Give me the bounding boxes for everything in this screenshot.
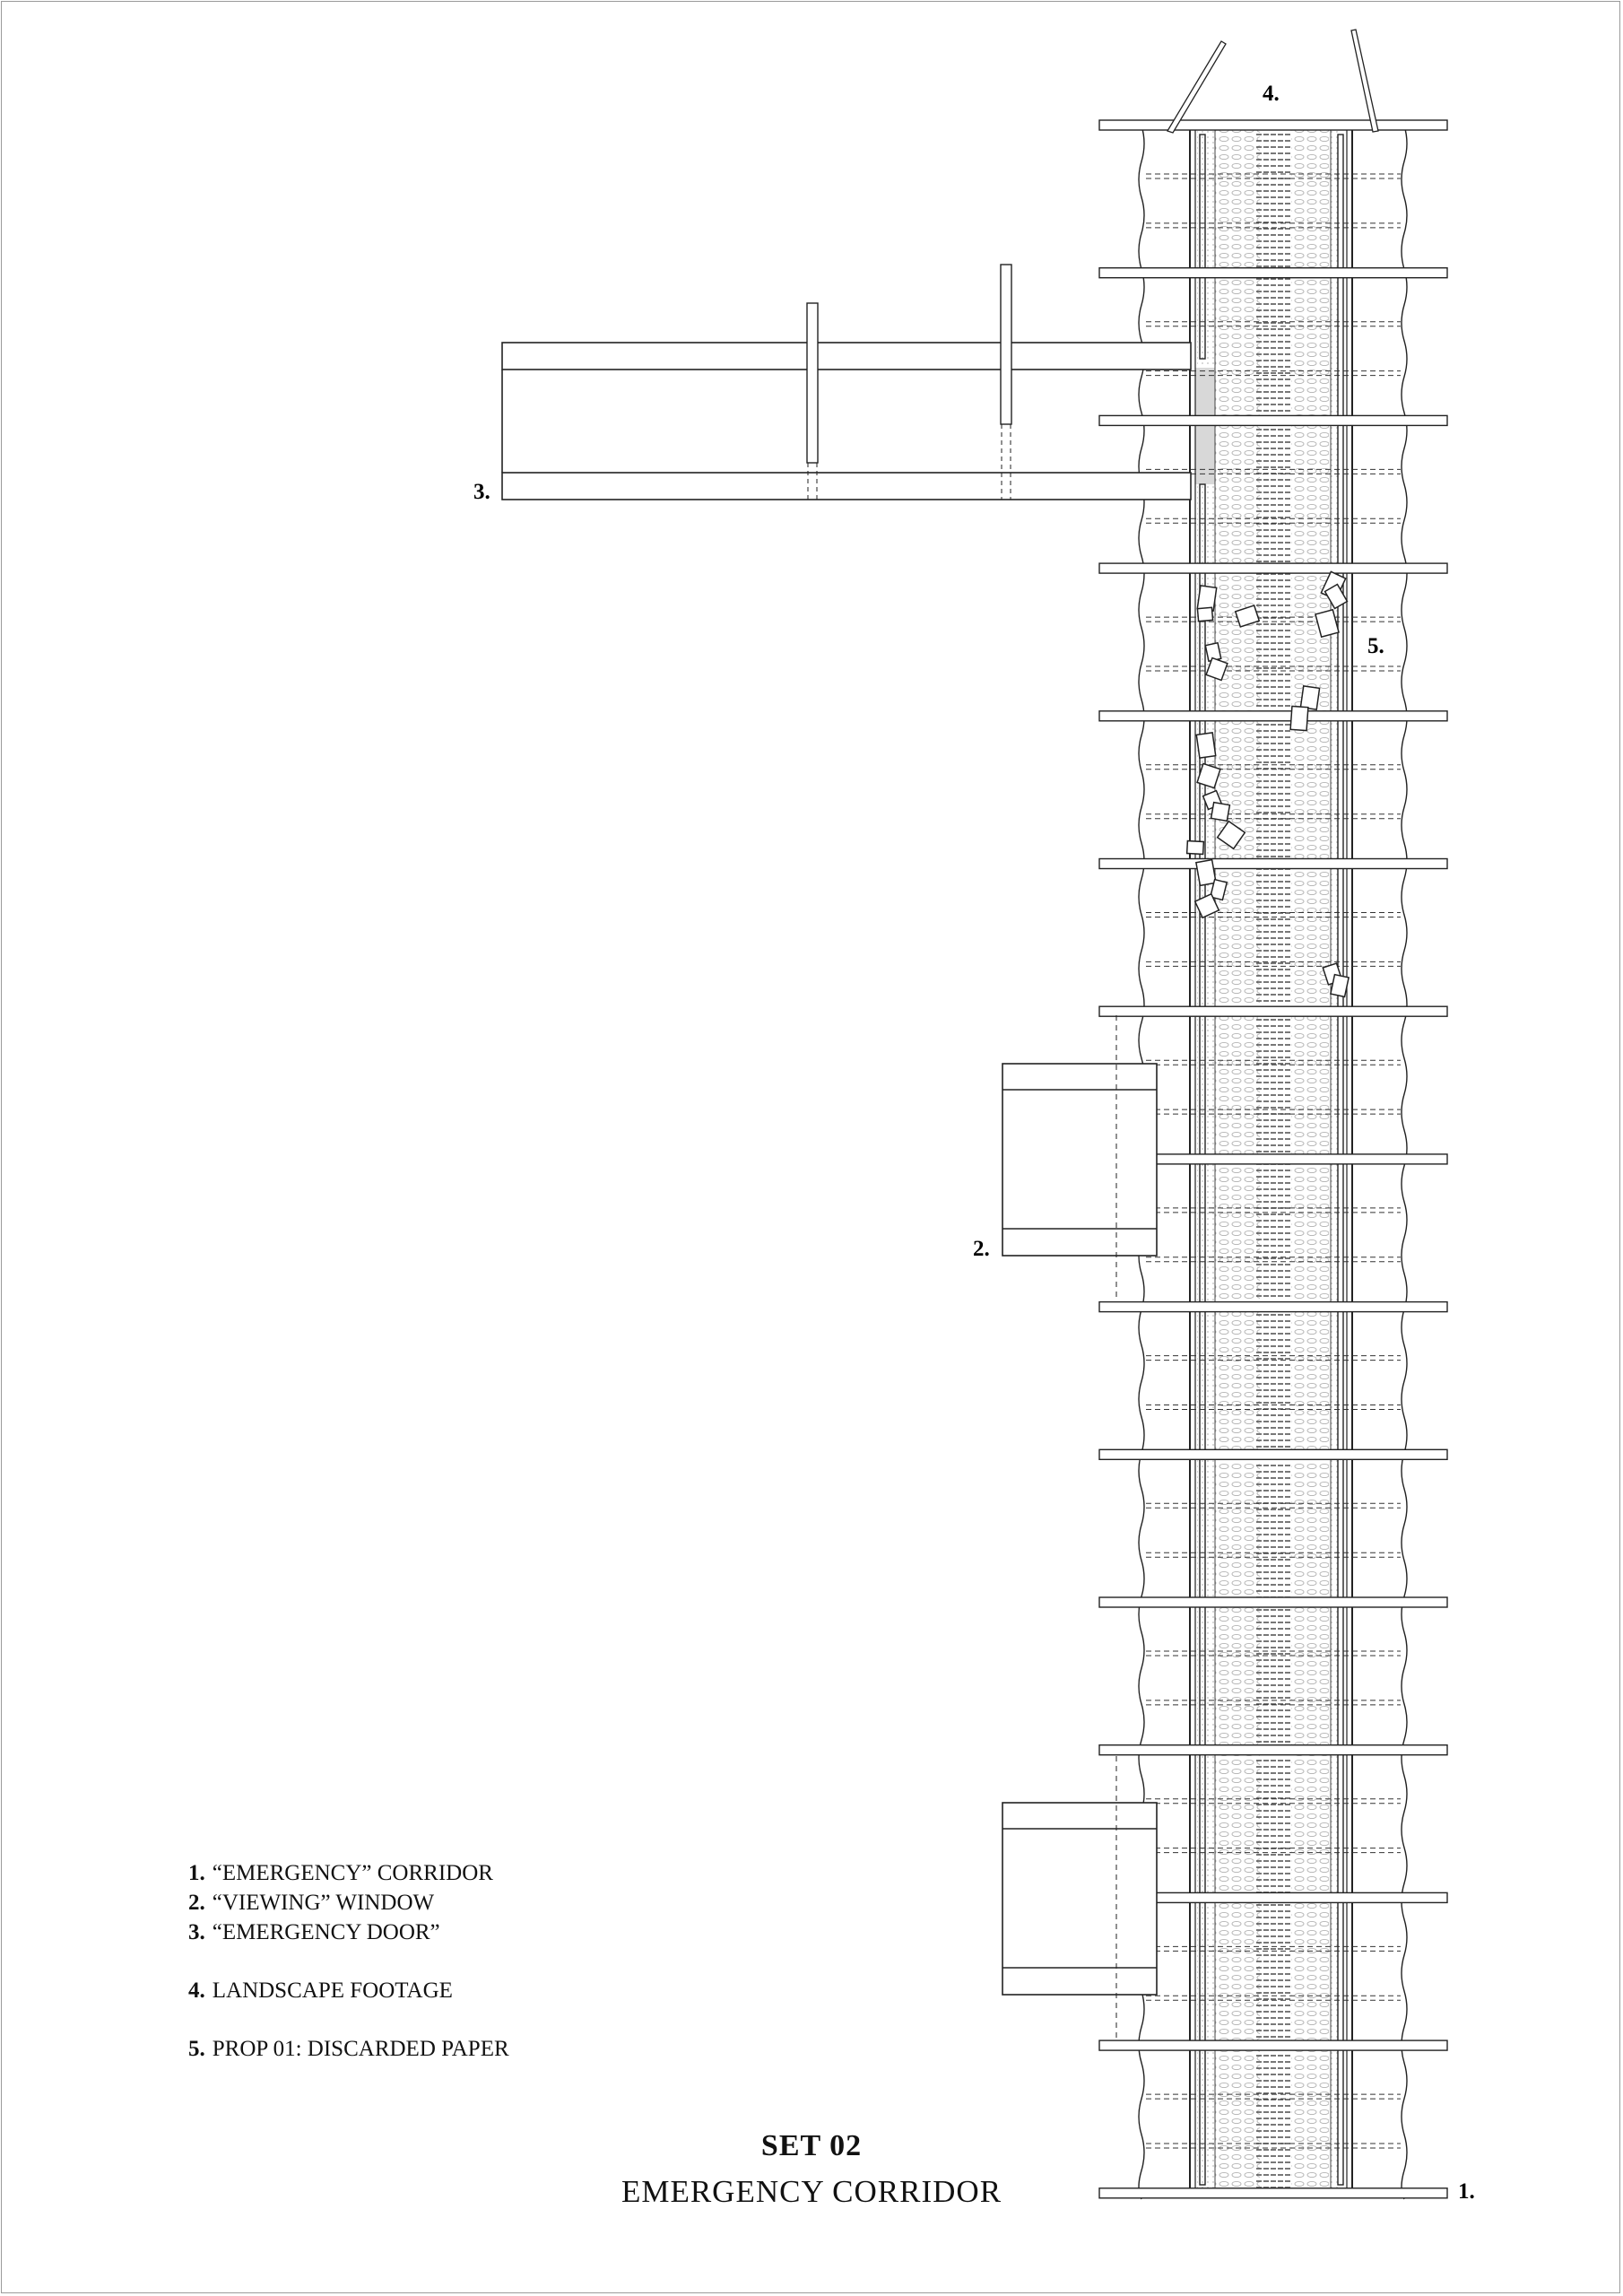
set-label: SET 02 <box>760 2129 863 2162</box>
title-block <box>502 2126 1121 2217</box>
paper-sheet <box>1197 586 1216 611</box>
paper-sheet <box>1211 803 1230 822</box>
legend-spacer <box>188 1947 744 1976</box>
paper-sheet <box>1197 607 1212 621</box>
viewing-windows <box>1002 1015 1157 2041</box>
legend-item-2 <box>188 1888 744 1918</box>
legend-item-5 <box>188 2034 744 2064</box>
callout-4: 4. <box>1263 82 1280 106</box>
paper-sheet <box>1187 841 1204 855</box>
cross-beam <box>1099 711 1447 721</box>
legend-number: 3. <box>188 1920 205 1944</box>
cross-beam <box>1099 563 1447 573</box>
legend-number: 4. <box>188 1979 205 2003</box>
cross-beam <box>1099 1449 1447 1459</box>
paper-sheet <box>1300 686 1319 709</box>
paper-sheet <box>1196 860 1216 886</box>
cross-beam <box>1099 1006 1447 1016</box>
callout-5: 5. <box>1367 634 1384 658</box>
paper-sheet <box>1331 975 1349 997</box>
door-top-bar <box>502 343 1191 370</box>
legend-text: LANDSCAPE FOOTAGE <box>212 1979 453 2003</box>
legend-spacer <box>188 2005 744 2034</box>
legend-number: 1. <box>188 1861 205 1885</box>
legend-number: 2. <box>188 1891 205 1915</box>
cross-beam <box>1099 120 1447 130</box>
viewing-window-lower-frame <box>1002 1803 1157 1995</box>
paper-sheet <box>1196 733 1215 758</box>
callout-3: 3. <box>473 480 490 504</box>
cross-beam <box>1099 859 1447 869</box>
projector-beam-left <box>1167 41 1226 133</box>
legend <box>188 1858 744 2064</box>
viewing-window-upper <box>1002 1015 1157 1302</box>
cross-beam <box>1099 1302 1447 1312</box>
legend-text: PROP 01: DISCARDED PAPER <box>212 2037 509 2061</box>
callout-1: 1. <box>1458 2179 1475 2204</box>
emergency-door <box>502 265 1191 500</box>
viewing-window-upper-frame <box>1002 1064 1157 1256</box>
viewing-window-lower <box>1002 1756 1157 2041</box>
legend-text: “VIEWING” WINDOW <box>212 1891 435 1915</box>
legend-text: “EMERGENCY DOOR” <box>212 1920 440 1944</box>
legend-item-1 <box>188 1858 744 1888</box>
door-post-1 <box>807 303 818 463</box>
legend-text: “EMERGENCY” CORRIDOR <box>212 1861 493 1885</box>
set-title: EMERGENCY CORRIDOR <box>621 2174 1002 2209</box>
legend-item-3 <box>188 1918 744 1947</box>
cross-beam <box>1099 1597 1447 1607</box>
cross-beam <box>1099 1745 1447 1755</box>
cross-beam <box>1099 2188 1447 2198</box>
cross-beam <box>1099 415 1447 425</box>
cross-beam <box>1099 2040 1447 2050</box>
door-bottom-bar <box>502 473 1191 500</box>
projector-beam-right <box>1351 30 1378 132</box>
callout-2: 2. <box>973 1237 990 1261</box>
door-post-2 <box>1001 265 1011 424</box>
paper-sheet <box>1290 706 1308 730</box>
legend-number: 5. <box>188 2037 205 2061</box>
cross-beam <box>1099 268 1447 278</box>
legend-item-4 <box>188 1976 744 2005</box>
